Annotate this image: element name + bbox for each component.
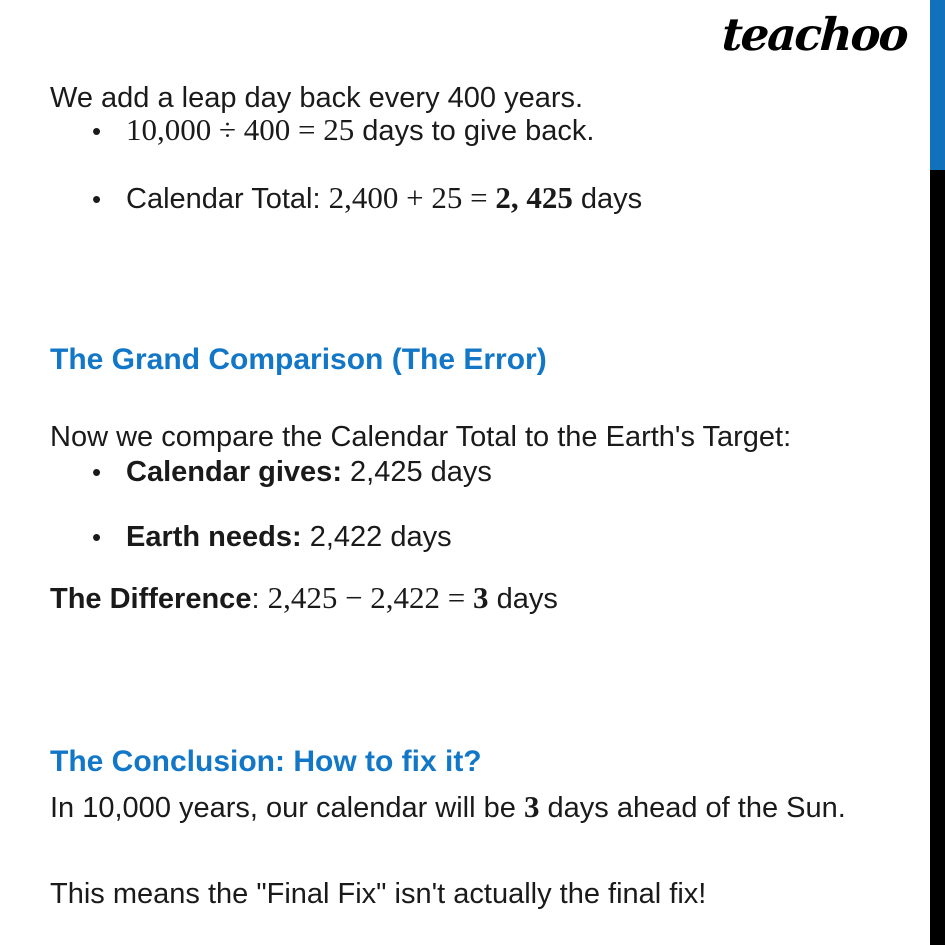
bullet-item-calendar-gives [92,455,492,489]
right-accent-bar-black [930,170,945,945]
math-expression: 2,425 − 2,422 = [267,580,474,615]
section-heading-conclusion: The Conclusion: How to fix it? [50,744,482,778]
final-fix-paragraph: This means the "Final Fix" isn't actually the final fix! [50,878,707,910]
math-result-bold: 3 [473,580,489,615]
math-expression: 2,400 + 25 = [328,180,496,215]
bullet-text: days to give back. [354,115,595,147]
bullet-label-bold: Earth needs: [126,521,302,553]
math-expression: 10,000 ÷ 400 = 25 [126,112,355,147]
bullet-label-bold: Calendar gives: [126,456,342,488]
difference-colon: : [251,583,268,615]
bullet-icon: • [92,116,102,146]
conclusion-text: In 10,000 years, our calendar will be [50,792,524,824]
bullet-text: 2,425 days [341,456,492,488]
comparison-paragraph: Now we compare the Calendar Total to the Earth's Target: [50,421,792,453]
bullet-item-giveback [92,112,594,149]
right-accent-bar-blue [930,0,945,170]
teachoo-logo: teachoo [720,8,909,61]
difference-line [50,580,558,617]
math-result-bold: 3 [523,789,540,824]
bullet-icon: • [92,457,102,487]
math-result-bold: 2, 425 [495,180,573,215]
conclusion-text: days ahead of the Sun. [539,792,846,824]
bullet-text: 2,422 days [301,521,452,553]
bullet-icon: • [92,184,102,214]
bullet-text: days [572,183,643,215]
bullet-item-calendar-total [92,180,642,217]
bullet-icon: • [92,522,102,552]
difference-label-bold: The Difference [50,583,252,615]
difference-units: days [488,583,558,615]
bullet-item-earth-needs [92,520,452,554]
section-heading-grand-comparison: The Grand Comparison (The Error) [50,342,547,376]
bullet-text: Calendar Total: [126,183,329,215]
conclusion-paragraph [50,789,846,826]
intro-paragraph: We add a leap day back every 400 years. [50,82,584,114]
